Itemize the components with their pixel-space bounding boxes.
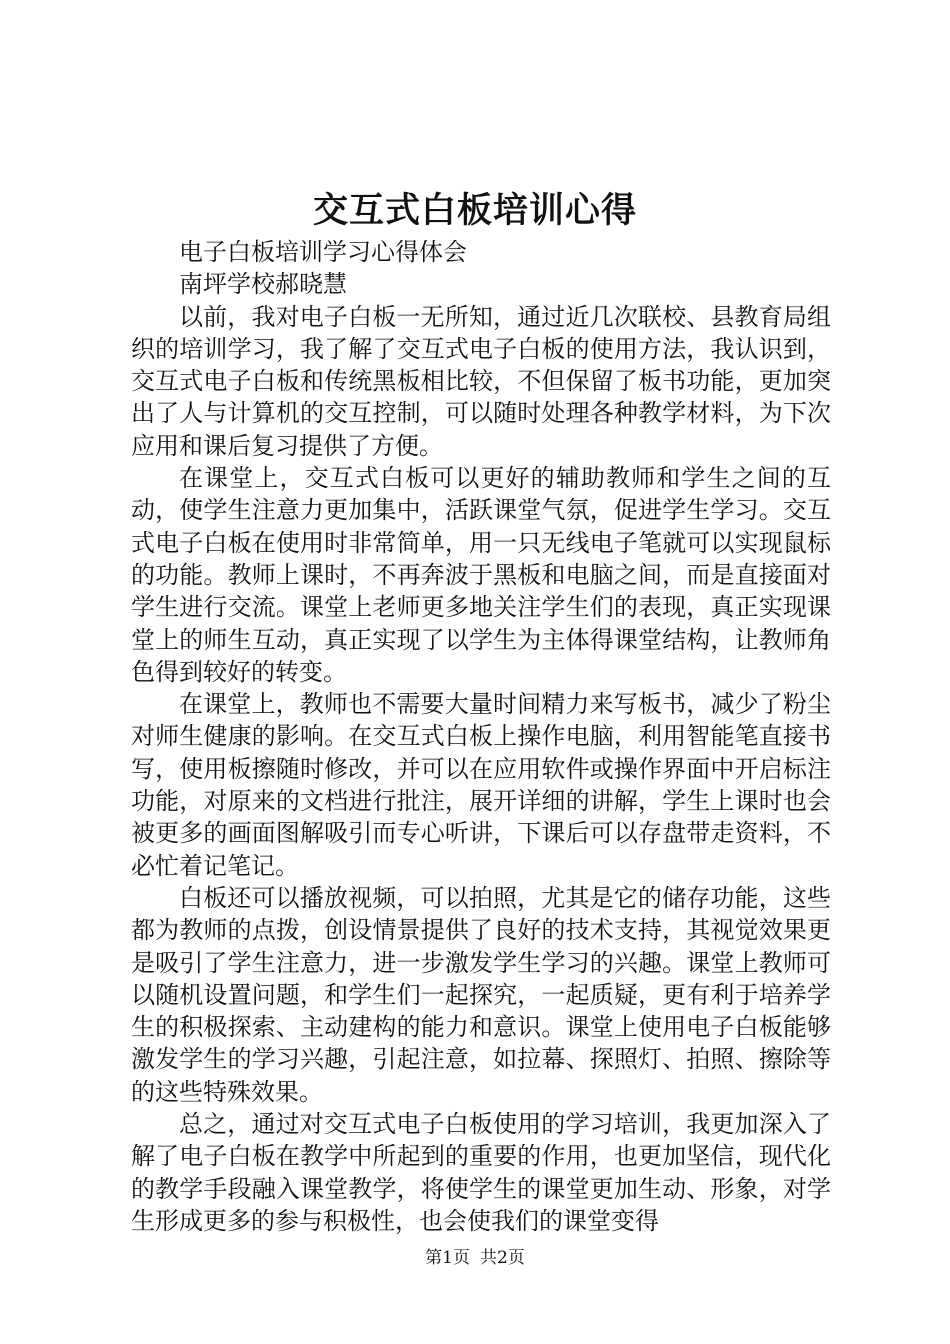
document-body — [131, 236, 831, 1237]
document-title: 交互式白板培训心得 — [312, 190, 637, 231]
paragraph: 在课堂上，教师也不需要大量时间精力来写板书，减少了粉尘对师生健康的影响。在交互式白板上操作电脑，利用智能笔直接书写，使用板擦随时修改，并可以在应用软件或操作界面中开启标注功能，对原来的文档进行批注，展开详细的讲解，学生上课时也会被更多的画面图解吸引而专心听讲，下课后可以存盘带走资料，不必忙着记笔记。 — [131, 690, 831, 880]
paragraph: 总之，通过对交互式电子白板使用的学习培训，我更加深入了解了电子白板在教学中所起到的重要的作用，也更加坚信，现代化的教学手段融入课堂教学，将使学生的课堂更加生动、形象，对学生形成更多的参与积极性，也会使我们的课堂变得 — [131, 1110, 831, 1235]
page-number: 第1页 — [425, 1248, 470, 1268]
subtitle-line: 电子白板培训学习心得体会 — [179, 238, 467, 266]
page-total: 共2页 — [480, 1248, 525, 1268]
author-line: 南坪学校郝晓慧 — [179, 270, 347, 299]
paragraph: 白板还可以播放视频，可以拍照，尤其是它的储存功能，这些都为教师的点拨，创设情景提供了良好的技术支持，其视觉效果更是吸引了学生注意力，进一步激发学生学习的兴趣。课堂上教师可以随机设置问题，和学生们一起探究，一起质疑，更有利于培养学生的积极探索、主动建构的能力和意识。课堂上使用电子白板能够激发学生的学习兴趣，引起注意，如拉幕、探照灯、拍照、擦除等的这些特殊效果。 — [131, 883, 831, 1106]
page-footer — [0, 1243, 950, 1268]
paragraph: 在课堂上，交互式白板可以更好的辅助教师和学生之间的互动，使学生注意力更加集中，活跃课堂气氛，促进学生学习。交互式电子白板在使用时非常简单，用一只无线电子笔就可以实现鼠标的功能。教师上课时，不再奔波于黑板和电脑之间，而是直接面对学生进行交流。课堂上老师更多地关注学生们的表现，真正实现课堂上的师生互动，真正实现了以学生为主体得课堂结构，让教师角色得到较好的转变。 — [131, 464, 831, 686]
paragraph: 以前，我对电子白板一无所知，通过近几次联校、县教育局组织的培训学习，我了解了交互式电子白板的使用方法，我认识到，交互式电子白板和传统黑板相比较，不但保留了板书功能，更加突出了人与计算机的交互控制，可以随时处理各种教学材料，为下次应用和课后复习提供了方便。 — [131, 302, 831, 460]
